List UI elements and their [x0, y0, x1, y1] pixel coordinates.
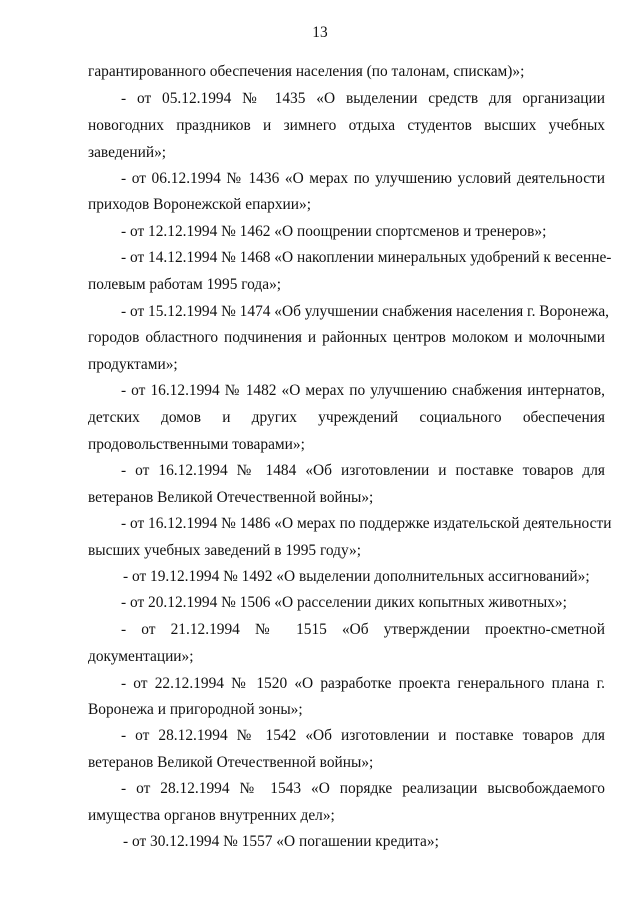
text-line: документации»;: [88, 648, 194, 665]
list-item-line: - от 28.12.1994 № 1542 «Об изготовлении и поставке товаров для: [121, 727, 605, 744]
text-line: ветеранов Великой Отечественной войны»;: [88, 489, 374, 506]
list-item-line: - от 12.12.1994 № 1462 «О поощрении спортсменов и тренеров»;: [121, 223, 547, 240]
text-line: имущества органов внутренних дел»;: [88, 807, 335, 824]
text-line: гарантированного обеспечения населения (по талонам, спискам)»;: [88, 63, 525, 80]
list-item-line: - от 30.12.1994 № 1557 «О погашении кредита»;: [123, 833, 439, 850]
list-item-line: - от 22.12.1994 № 1520 «О разработке проекта генерального плана г.: [121, 675, 605, 692]
list-item-line: - от 20.12.1994 № 1506 «О расселении диких копытных животных»;: [121, 594, 567, 611]
page-number: 13: [312, 24, 328, 41]
text-line: продуктами»;: [88, 356, 178, 373]
text-line: приходов Воронежской епархии»;: [88, 196, 311, 213]
text-line: продовольственными товарами»;: [88, 436, 305, 453]
text-line: полевым работам 1995 года»;: [88, 276, 282, 293]
text-line: высших учебных заведений в 1995 году»;: [88, 542, 362, 559]
list-item-line: - от 06.12.1994 № 1436 «О мерах по улучшению условий деятельности: [121, 170, 605, 187]
list-item-line: - от 21.12.1994 № 1515 «Об утверждении проектно-сметной: [121, 621, 605, 638]
list-item-line: - от 16.12.1994 № 1482 «О мерах по улучшению снабжения интернатов,: [121, 382, 605, 399]
list-item-line: - от 16.12.1994 № 1484 «Об изготовлении и поставке товаров для: [121, 462, 605, 479]
list-item-line: - от 05.12.1994 № 1435 «О выделении средств для организации: [121, 90, 605, 107]
list-item-line: - от 15.12.1994 № 1474 «Об улучшении снабжения населения г. Воронежа,: [121, 303, 610, 320]
text-line: заведений»;: [88, 144, 167, 161]
list-item-line: - от 14.12.1994 № 1468 «О накоплении минеральных удобрений к весенне-: [121, 249, 612, 266]
list-item-line: - от 19.12.1994 № 1492 «О выделении дополнительных ассигнований»;: [123, 568, 590, 585]
text-line: Воронежа и пригородной зоны»;: [88, 701, 303, 718]
list-item-line: - от 16.12.1994 № 1486 «О мерах по поддержке издательской деятельности: [121, 515, 612, 532]
text-line: городов областного подчинения и районных центров молоком и молочными: [88, 329, 605, 346]
text-line: ветеранов Великой Отечественной войны»;: [88, 754, 374, 771]
text-line: детских домов и других учреждений социального обеспечения: [88, 409, 605, 426]
text-line: новогодних праздников и зимнего отдыха студентов высших учебных: [88, 117, 605, 134]
list-item-line: - от 28.12.1994 № 1543 «О порядке реализации высвобождаемого: [121, 780, 605, 797]
